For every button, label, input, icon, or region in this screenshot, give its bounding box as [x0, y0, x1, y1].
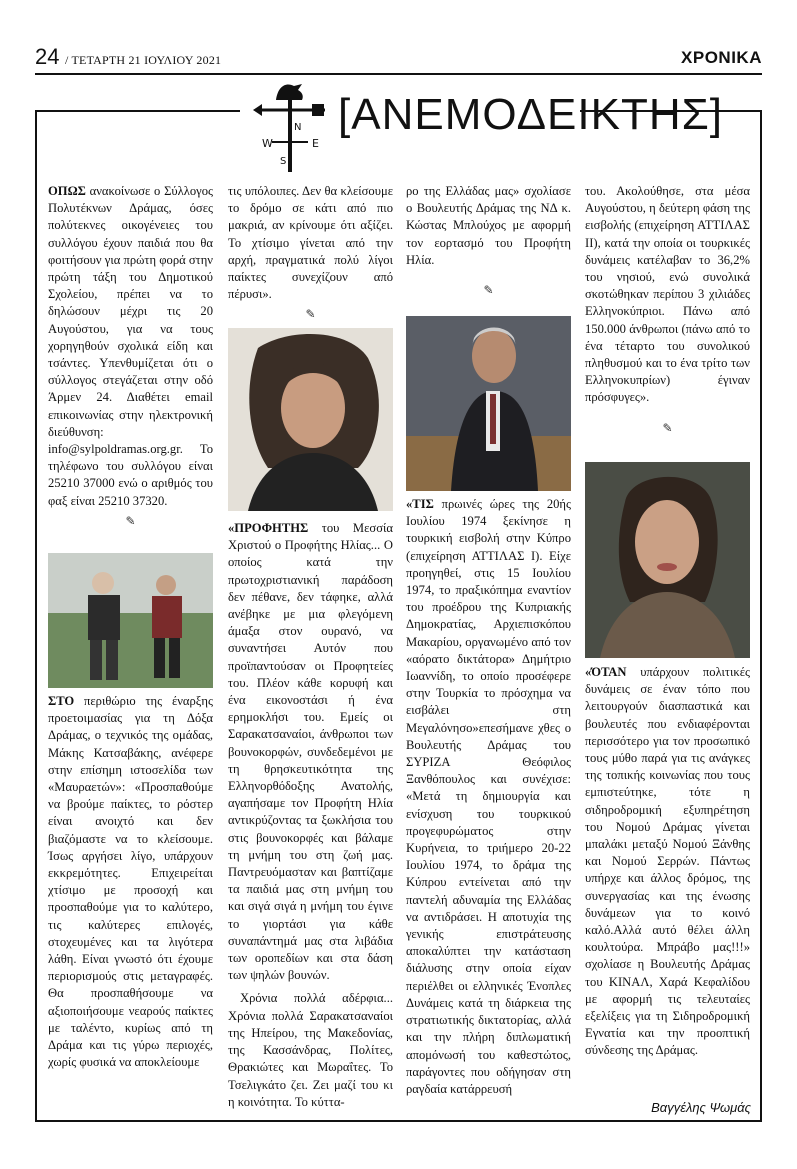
article-text: περιθώριο της έναρξης προετοιμασίας για τη Δόξα Δράμας, ο τεχνικός της ομάδας, Μάκης Κατσαβάκης, ανέφερε στην επίσημη ιστοσελίδα των «Μαυραετών»: «Προσπαθούμε να βρούμε παίκτες, το ρόστερ είναι ανοιχτό και δεν βιαζόμαστε να το κλείσουμε. Ίσως αργήσει λίγο, υπάρχουν εκκρεμότητες. Επιχειρείται χτίσιμο με προσοχή και προσπαθούμε για το καλύτερο, τις καλύτερες επιλογές, στοχευμένες και τα λιγότερα λάθη. Είναι γνωστό ότι έχουμε περιορισμούς στις μεταγραφές. Θα προσπαθήσουμε να αξιοποιήσουμε νεαρούς παίκτες με ταλέντο, κυρίως από τη Δράμα και τις γύρω περιοχές, χωρίς φυσικά να αποκλείουμε — [48, 694, 213, 1070]
author-signature: Βαγγέλης Ψωμάς — [645, 1100, 757, 1115]
article-continued: του. Ακολούθησε, στα μέσα Αυγούστου, η δεύτερη φάση της εισβολής (επιχείρηση ΑΤΤΙΛΑΣ ΙΙ), κατά την οποία οι τουρκικές δυνάμεις κατέλαβαν το 36,2% του νησιού, ενώ συνολικά σκοτώθηκαν περίπου 3 χιλιάδες Ελληνοκύπριοι. Πάνω από 150.000 άνθρωποι (πάνω από το ένα τέταρτο του συνολικού πληθυσμού και το ένα τρίτο των Ελληνοκυπρίων) έγιναν πρόσφυγες». — [585, 184, 750, 405]
column-1-top — [48, 183, 213, 532]
separator-icon: ✎ — [662, 420, 673, 435]
svg-text:S: S — [280, 156, 287, 167]
header-rule — [35, 73, 762, 75]
photo-mp-xanthopoulos — [406, 316, 571, 491]
lead-word: ΟΠΩΣ — [48, 184, 86, 198]
page-number: 24 — [35, 44, 60, 69]
photo-mp-kefalidou — [585, 462, 750, 658]
article-doxa — [48, 693, 213, 1071]
column-4-bottom — [585, 664, 750, 1060]
lead-word: «ΌΤΑΝ — [585, 665, 627, 679]
column-3-bottom — [406, 496, 571, 1098]
article-text: ανακοίνωσε ο Σύλλογος Πολυτέκνων Δράμας, όσες πολύτεκνες οικογένειες του συλλόγου έχουν παιδιά που θα φοιτήσουν για πρώτη φορά στην πρώτη τάξη του Δημοτικού Σχολείου, πρέπει να το δηλώσουν μέχρι τις 20 Αυγούστου, για να τους χορηγηθούν σχολικά είδη και τσάντες. Υπενθυμίζεται ότι ο σύλλογος στεγάζεται στην οδό Άρμεν 24. Διαθέτει email επικοινωνίας στην ηλεκτρονική διεύθυνση: info@sylpoldramas.org.gr. Το τηλέφωνο του συλλόγου είναι 25210 37000 ενώ ο αριθμός του φαξ είναι 25210 37320. — [48, 184, 213, 508]
weather-vane-icon — [250, 80, 330, 175]
svg-text:E: E — [312, 137, 319, 150]
column-4-top — [585, 183, 750, 439]
article-wishes: Χρόνια πολλά αδέρφια... Χρόνια πολλά Σαρακατσαναίοι της Ηπείρου, της Μακεδονίας, της Κασσάνδρας, Πολίτες, Θρακιώτες και Μωραΐτες. Το Τσελιγκάτο ζει. Ζει μαζί του κι η κοινότητα. Το κύττα- — [228, 991, 393, 1109]
page-header — [35, 44, 762, 72]
separator-icon: ✎ — [125, 513, 136, 528]
article-cyprus — [406, 496, 571, 1098]
article-profitis — [228, 520, 393, 984]
article-text: υπάρχουν πολιτικές δυνάμεις σε έναν τόπο που λειτουργούν διασπαστικά και βουλευτές που ενδιαφέρονται περισσότερο για τον προσωπικό τους μύθο παρά για τις ανάγκες της τοπικής κοινωνίας που τους εμπιστεύτηκε, τότε η σιδηροδρομική εξυπηρέτηση του Νομού Δράμας γίνεται μπαλάκι μεταξύ Νομού Ξάνθης και Νομού Σερρών. Πάντως υπήρχε και άλλος δρόμος, της συνεργασίας και της ένωσης δυνάμεων για το κοινό καλό.Αλλά αυτό θέλει άλλη κουλτούρα. Μπράβο μας!!!» σχολίασε η Βουλευτής Δράμας του ΚΙΝΑΛ, Χαρά Κεφαλίδου με αφορμή τις τελευταίες εξελίξεις για τη Σιδηροδρομική Εγνατία και την προοπτική σύνδεσης της Δράμας. — [585, 665, 750, 1058]
article-polyteknoi — [48, 183, 213, 510]
svg-text:W: W — [262, 137, 273, 150]
lead-word: «ΤΙΣ — [406, 497, 434, 511]
column-2-bottom — [228, 520, 393, 1111]
section-name: ΧΡΟΝΙΚΑ — [681, 48, 762, 67]
separator-icon: ✎ — [483, 283, 494, 298]
svg-text:N: N — [294, 122, 302, 133]
issue-date: / ΤΕΤΑΡΤΗ 21 ΙΟΥΛΙΟΥ 2021 — [65, 53, 222, 67]
photo-mp-blouchos — [228, 328, 393, 511]
lead-word: ΣΤΟ — [48, 694, 75, 708]
column-title: [ΑΝΕΜΟΔΕΙΚΤΗΣ] — [338, 90, 724, 139]
article-text: πρωινές ώρες της 20ής Ιουλίου 1974 ξεκίνησε η τουρκική εισβολή στην Κύπρο (επιχείρηση ΑΤΤΙΛΑΣ Ι). Είχε προηγηθεί, στις 15 Ιουλίου 1974, το πραξικόπημα εναντίον του προέδρου της Κυπριακής Δημοκρατίας, Αρχιεπισκόπου Μακαρίου, οργανωμένο από τον «αόρατο δικτάτορα» Δημήτριο Ιωαννίδη, το οποίο προσέφερε στην Τουρκία το πρόσχημα να εισβάλει στη Μεγαλόνησο»επεσήμανε χθες ο Βουλευτής Δράμας του ΣΥΡΙΖΑ Θεόφιλος Ξανθόπουλος και συνέχισε: «Μετά τη δημιουργία και ενίσχυση του τουρκικού προγεφυρώματος στην Κυρήνεια, το τριήμερο 20-22 Ιουλίου 1974, το δράμα της Κύπρου εντείνεται από την παντελή αδυναμία της Ελλάδας να αντιδράσει. Η αποτυχία της γενικής επιστράτευσης αποκαλύπτει την κατάσταση διάλυσης στην οποία είχαν περιέλθει οι ελληνικές Ένοπλες Δυνάμεις κατά τη διάρκεια της στρατιωτικής δικτατορίας, αλλά και την πλήρη διπλωματική απομόνωσή του καθεστώτος, παράγοντες που οδήγησαν στη ραγδαία κατάρρευσή — [406, 497, 571, 1096]
photo-coach-training — [48, 553, 213, 688]
article-text: του Μεσσία Χριστού ο Προφήτης Ηλίας... Ο οποίος κατά την πρωτοχριστιανική παράδοση δεν πέθανε, δεν τάφηκε, αλλά ανέβηκε με μια φλεγόμενη άμαξα στον ουρανό, να συναντήσει Αυτόν που προϊπαντούσαν οι Προφητείες του. Πλέον κάθε κορυφή και ένα εικονοστάσι ή ένα ερημοκλήσι του. Εμείς οι Σαρακατσαναίοι, άνθρωποι των βουνοκορφών, συνδεδεμένοι με τη θρησκευτικότητα της Ελληνορθόδοξης Ανατολής, αγαπήσαμε τον Προφήτη Ηλία αντικρύζοντας τα ξωκλήσια του στις βουνοκορφές και βάλαμε τη μνήμη του στη ζωή μας. Παντρευόμασταν και βαπτίζαμε τα παιδιά μας στη μνήμη του και σιγά σιγά η μνήμη του έγινε το γιορτάσι για κάθε συναπάντημά μας στα λιβάδια των οροπεδίων και στα δάση των ψηλών βουνών. — [228, 521, 393, 983]
article-continued: τις υπόλοιπες. Δεν θα κλείσουμε το δρόμο σε κάτι από πιο μακριά, αν κρίνουμε ότι αξίζει. Το χτίσιμο γίνεται από την αρχή, πραγματικά πολύ λίγοι παίκτες συνεχίζουν από πέρυσι». — [228, 184, 393, 302]
column-1-bottom — [48, 693, 213, 1071]
column-3-top — [406, 183, 571, 301]
article-railway — [585, 664, 750, 1060]
column-title-block — [240, 80, 724, 167]
article-continued: ρο της Ελλάδας μας» σχολίασε ο Βουλευτής Δράμας της ΝΔ κ. Κώστας Μπλούχος με αφορμή τον εορτασμό του Προφήτη Ηλία. — [406, 184, 571, 267]
separator-icon: ✎ — [305, 307, 316, 322]
column-2-top — [228, 183, 393, 325]
lead-word: «ΠΡΟΦΗΤΗΣ — [228, 521, 309, 535]
